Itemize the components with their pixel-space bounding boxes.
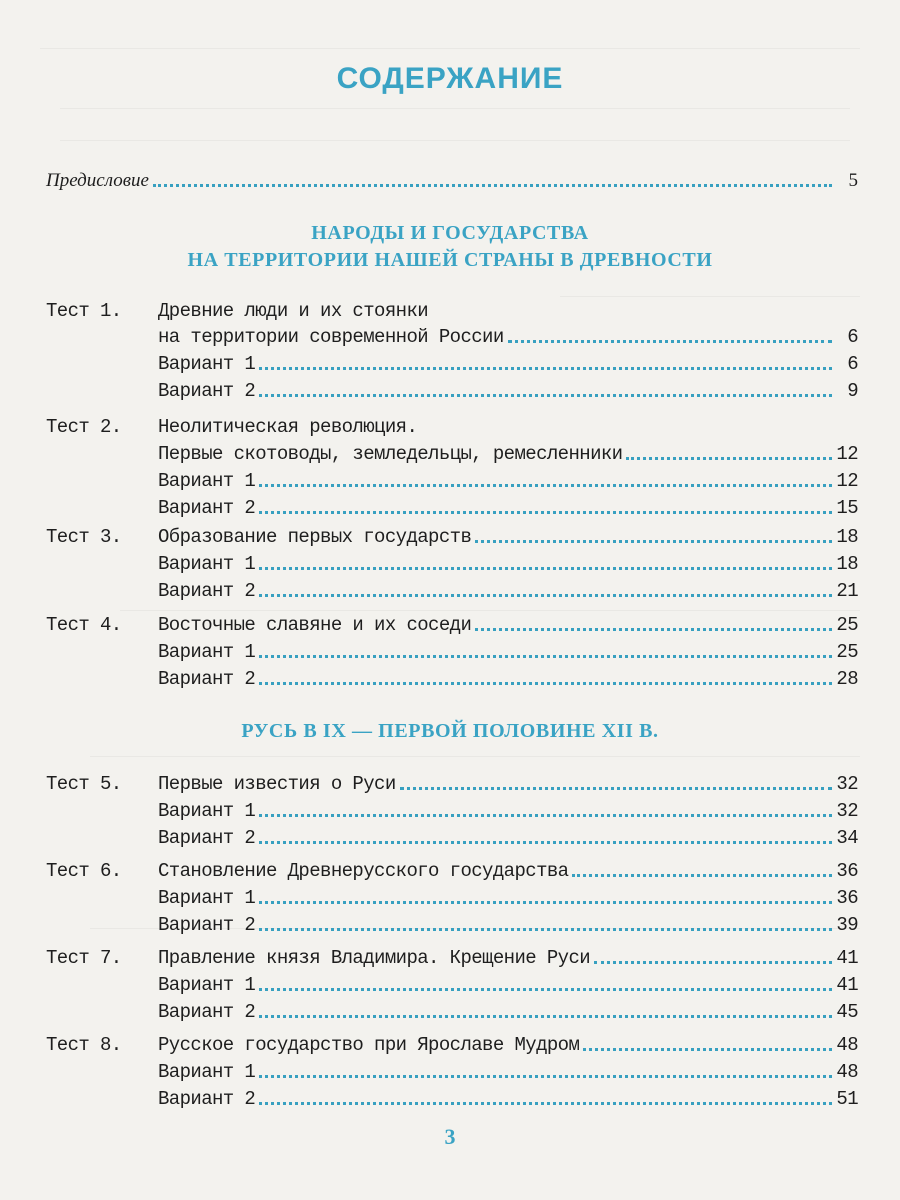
toc-entry-body (158, 300, 858, 322)
toc-variant-entry[interactable] (46, 883, 858, 909)
toc-entry-title: Вариант 2 (158, 497, 256, 519)
toc-entry-body (158, 974, 858, 996)
test-number-label: Тест 4. (46, 614, 122, 636)
test-number-label: Тест 8. (46, 1034, 122, 1056)
toc-test-entry[interactable] (46, 522, 858, 548)
toc-test-entry[interactable] (46, 943, 858, 969)
toc-entry-title: Вариант 2 (158, 1001, 256, 1023)
toc-entry-title: Русское государство при Ярославе Мудром (158, 1034, 580, 1056)
leader-dots (475, 628, 832, 631)
toc-variant-entry[interactable] (46, 576, 858, 602)
toc-variant-entry[interactable] (46, 910, 858, 936)
toc-entry-title: Первые известия о Руси (158, 773, 396, 795)
page-number: 3 (444, 1124, 456, 1149)
toc-entry-body (158, 860, 858, 882)
toc-variant-entry[interactable] (46, 549, 858, 575)
section-heading-line: НА ТЕРРИТОРИИ НАШЕЙ СТРАНЫ В ДРЕВНОСТИ (187, 249, 713, 271)
toc-test-entry[interactable] (46, 769, 858, 795)
toc-entry-body (158, 1034, 858, 1056)
leader-dots (572, 874, 832, 877)
toc-entry-title: Вариант 2 (158, 1088, 256, 1110)
toc-page-number: 12 (836, 443, 858, 465)
toc-variant-entry[interactable] (46, 493, 858, 519)
toc-page-number: 41 (836, 974, 858, 996)
toc-page-number: 9 (847, 380, 858, 402)
toc-entry-body (158, 947, 858, 969)
show-through-rule (60, 108, 850, 109)
preface-label: Предисловие (46, 170, 149, 191)
toc-test-entry (46, 412, 858, 438)
show-through-rule (90, 756, 860, 757)
toc-variant-entry[interactable] (46, 322, 858, 348)
show-through-rule (60, 140, 850, 141)
test-number-label: Тест 7. (46, 947, 122, 969)
toc-page-number: 6 (847, 353, 858, 375)
toc-entry-body (158, 641, 858, 663)
toc-variant-entry[interactable] (46, 970, 858, 996)
toc-entry-body (158, 800, 858, 822)
toc-page-number: 39 (836, 914, 858, 936)
section-heading-line: НАРОДЫ И ГОСУДАРСТВА (311, 222, 589, 244)
toc-entry-title: Первые скотоводы, земледельцы, ремесленники (158, 443, 623, 465)
leader-dots (259, 1015, 832, 1018)
toc-entry-title: на территории современной России (158, 326, 504, 348)
leader-dots (259, 511, 832, 514)
toc-variant-entry[interactable] (46, 349, 858, 375)
test-number-label: Тест 3. (46, 526, 122, 548)
toc-variant-entry[interactable] (46, 1057, 858, 1083)
leader-dots (259, 928, 832, 931)
leader-dots (259, 484, 832, 487)
test-number-label: Тест 5. (46, 773, 122, 795)
toc-entry-title: Вариант 1 (158, 470, 256, 492)
toc-entry-body (158, 326, 858, 348)
toc-page-number: 48 (836, 1061, 858, 1083)
leader-dots (259, 1102, 832, 1105)
toc-page-number: 34 (836, 827, 858, 849)
toc-entry-body (158, 827, 858, 849)
toc-entry-body (158, 526, 858, 548)
test-number-label: Тест 6. (46, 860, 122, 882)
leader-dots (259, 394, 832, 397)
toc-page-number: 36 (836, 860, 858, 882)
toc-entry-body (158, 470, 858, 492)
page-title: СОДЕРЖАНИЕ (336, 62, 564, 95)
leader-dots (508, 340, 832, 343)
leader-dots (626, 457, 832, 460)
leader-dots (259, 841, 832, 844)
toc-entry-body (158, 1001, 858, 1023)
toc-test-entry[interactable] (46, 856, 858, 882)
toc-page-number: 32 (836, 773, 858, 795)
toc-page-number: 41 (836, 947, 858, 969)
toc-entry-title: Вариант 1 (158, 353, 256, 375)
toc-entry-title: Восточные славяне и их соседи (158, 614, 472, 636)
toc-entry-body (158, 614, 858, 636)
toc-entry-body (158, 580, 858, 602)
toc-entry-title: Вариант 1 (158, 887, 256, 909)
toc-entry-title: Вариант 2 (158, 580, 256, 602)
toc-page-number: 25 (836, 641, 858, 663)
toc-entry-body (158, 443, 858, 465)
toc-page-number: 32 (836, 800, 858, 822)
toc-page-number: 6 (847, 326, 858, 348)
toc-entry-title: Вариант 2 (158, 827, 256, 849)
toc-page-number: 51 (836, 1088, 858, 1110)
toc-entry-title: Вариант 2 (158, 914, 256, 936)
leader-dots (259, 367, 832, 370)
toc-entry-body (158, 1061, 858, 1083)
toc-test-entry (46, 296, 858, 322)
toc-entry-body (158, 353, 858, 375)
leader-dots (259, 655, 832, 658)
leader-dots (594, 961, 832, 964)
toc-entry-body (158, 497, 858, 519)
toc-page-number: 12 (836, 470, 858, 492)
test-number-label: Тест 1. (46, 300, 122, 322)
leader-dots (583, 1048, 832, 1051)
toc-entry-body (158, 380, 858, 402)
toc-entry-title: Вариант 1 (158, 800, 256, 822)
toc-entry-body (158, 416, 858, 438)
leader-dots (259, 1075, 832, 1078)
toc-entry-title: Правление князя Владимира. Крещение Руси (158, 947, 591, 969)
section-heading (0, 718, 900, 745)
toc-variant-entry[interactable] (46, 796, 858, 822)
toc-entry-title: Древние люди и их стоянки (158, 300, 429, 322)
toc-variant-entry[interactable] (46, 439, 858, 465)
leader-dots (400, 787, 832, 790)
toc-entry-title: Вариант 1 (158, 553, 256, 575)
toc-entry-title: Становление Древнерусского государства (158, 860, 569, 882)
toc-entry-body (158, 887, 858, 909)
leader-dots (259, 682, 832, 685)
preface-entry[interactable] (46, 166, 858, 192)
toc-page-number: 18 (836, 526, 858, 548)
toc-entry-title: Вариант 1 (158, 1061, 256, 1083)
section-heading (0, 220, 900, 274)
toc-variant-entry[interactable] (46, 1084, 858, 1110)
leader-dots (259, 594, 832, 597)
leader-dots (259, 567, 832, 570)
toc-variant-entry[interactable] (46, 466, 858, 492)
toc-page-number: 15 (836, 497, 858, 519)
toc-entry-body (158, 668, 858, 690)
toc-entry-title: Вариант 1 (158, 974, 256, 996)
toc-variant-entry[interactable] (46, 664, 858, 690)
toc-page-number: 25 (836, 614, 858, 636)
toc-test-entry[interactable] (46, 610, 858, 636)
toc-entry-title: Образование первых государств (158, 526, 472, 548)
toc-variant-entry[interactable] (46, 823, 858, 849)
leader-dots (259, 814, 832, 817)
toc-entry-body (158, 553, 858, 575)
toc-page-number: 28 (836, 668, 858, 690)
toc-entry-title: Вариант 2 (158, 380, 256, 402)
toc-entry-body (158, 773, 858, 795)
toc-entry-title: Вариант 2 (158, 668, 256, 690)
toc-entry-title: Неолитическая революция. (158, 416, 418, 438)
preface-page: 5 (848, 170, 858, 191)
toc-page-number: 36 (836, 887, 858, 909)
leader-dots (259, 901, 832, 904)
toc-page-number: 45 (836, 1001, 858, 1023)
toc-page-number: 21 (836, 580, 858, 602)
toc-page-number: 18 (836, 553, 858, 575)
show-through-rule (40, 48, 860, 49)
toc-entry-body (158, 914, 858, 936)
section-heading-line: РУСЬ В IX — ПЕРВОЙ ПОЛОВИНЕ XII В. (241, 720, 659, 742)
toc-test-entry[interactable] (46, 1030, 858, 1056)
toc-page-number: 48 (836, 1034, 858, 1056)
toc-variant-entry[interactable] (46, 997, 858, 1023)
toc-variant-entry[interactable] (46, 637, 858, 663)
leader-dots (259, 988, 832, 991)
leader-dots (153, 184, 832, 187)
toc-entry-body (158, 1088, 858, 1110)
toc-entry-title: Вариант 1 (158, 641, 256, 663)
toc-variant-entry[interactable] (46, 376, 858, 402)
test-number-label: Тест 2. (46, 416, 122, 438)
leader-dots (475, 540, 832, 543)
